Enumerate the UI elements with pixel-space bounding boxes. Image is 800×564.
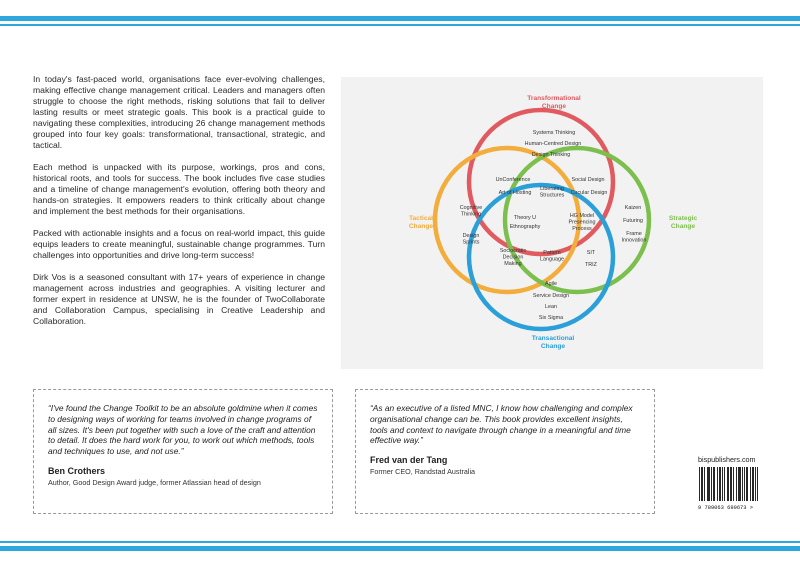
- barcode-bar: [720, 467, 721, 501]
- barcode-bar: [702, 467, 703, 501]
- barcode-bar: [755, 467, 756, 501]
- method-pattern-language: Pattern Language: [540, 250, 564, 263]
- barcode-bar: [740, 467, 741, 501]
- barcode-bar: [733, 467, 734, 501]
- method-social-design: Social Design: [571, 177, 605, 183]
- method-cognitive-thinking: Cognitive Thinking: [459, 205, 483, 218]
- blurb-paragraph-author-bio: Dirk Vos is a seasoned consultant with 17+ years of experience in change management across industries and geographies. A visiting lecturer and former expert in residence at UNSW, he is the founder of TwoCollaborate and Collaboration Campus, specialising in Creative Leadership and Collaboration.: [33, 272, 325, 326]
- method-human-centred-design: Human-Centred Design: [524, 141, 582, 147]
- method-frame-innovation: Frame Innovation: [621, 231, 647, 244]
- title-strategic: Strategic Change: [668, 215, 698, 230]
- barcode-bar: [746, 467, 747, 501]
- title-tactical: Tactical Change: [408, 215, 434, 230]
- barcode-bar: [736, 467, 737, 501]
- back-cover-blurb: [33, 74, 325, 338]
- barcode-bar: [699, 467, 700, 501]
- venn-diagram: [341, 77, 763, 369]
- publisher-website: bispublishers.com: [698, 455, 756, 464]
- blurb-paragraph-impact: Packed with actionable insights and a focus on real-world impact, this guide equips leaders to create meaningful, sustainable change programmes. Turn challenges into opportunities and drive long-term success!: [33, 228, 325, 260]
- barcode-bar: [731, 467, 732, 501]
- blurb-paragraph-methods: Each method is unpacked with its purpose, workings, pros and cons, historical roots, and tools for success. The book includes five case studies and a timeline of change management's evolution, offering both theory and hands-on strategies. It empowers readers to think critically about change and implement the best methods for their organisations.: [33, 162, 325, 216]
- barcode-bar: [742, 467, 743, 501]
- method-art-of-hosting: Art of Hosting: [498, 190, 532, 196]
- method-six-sigma: Six Sigma: [538, 315, 564, 321]
- method-sociocratic-decision-making: Sociocratic Decision Making: [499, 248, 527, 267]
- top-stripe-thick: [0, 16, 800, 21]
- barcode-bar: [711, 467, 712, 501]
- method-theory-u-ethnography: Theory U Ethnography: [509, 215, 541, 230]
- method-unconference: UnConference: [495, 177, 531, 183]
- barcode-bar: [704, 467, 705, 501]
- barcode-bar: [738, 467, 739, 501]
- barcode-bar: [728, 467, 729, 501]
- barcode-bar: [752, 467, 753, 501]
- method-kaizen: Kaizen: [624, 205, 642, 211]
- barcode-bar: [701, 467, 702, 501]
- testimonial-card-ben-crothers: [33, 389, 333, 514]
- testimonial-author-name: Fred van der Tang: [370, 455, 448, 466]
- barcode-bar: [722, 467, 723, 501]
- barcode-bar: [739, 467, 740, 501]
- top-stripe-thin: [0, 24, 800, 26]
- method-triz: TRIZ: [585, 262, 597, 268]
- method-agile: Agile: [545, 281, 557, 287]
- barcode-bar: [707, 467, 708, 501]
- title-transformational: Transformational Change: [527, 95, 581, 110]
- testimonial-author-name: Ben Crothers: [48, 465, 106, 476]
- method-design-sprints: Design Sprints: [462, 233, 480, 246]
- method-liberating-structures: Liberating Structures: [539, 186, 565, 199]
- barcode-bar: [709, 467, 710, 501]
- title-transactional: Transactional Change: [531, 335, 575, 350]
- barcode-bar: [747, 467, 748, 501]
- method-sit: SIT: [586, 250, 596, 256]
- method-service-design: Service Design: [532, 293, 570, 299]
- venn-diagram-panel: [341, 77, 763, 369]
- testimonial-author-role: Former CEO, Randstad Australia: [370, 467, 476, 477]
- testimonial-card-fred-van-der-tang: [355, 389, 655, 514]
- method-futuring: Futuring: [623, 218, 643, 224]
- barcode-bar: [727, 467, 728, 501]
- isbn-barcode: [697, 467, 759, 511]
- method-presencing: HG Model Presencing Process: [568, 213, 596, 232]
- barcode-bar: [719, 467, 720, 501]
- barcode-bar: [750, 467, 751, 501]
- method-systems-thinking: Systems Thinking: [532, 130, 576, 136]
- testimonial-quote: “I've found the Change Toolkit to be an absolute goldmine when it comes to designing ways of working for teams involved in change programs of all sizes. It's been put together with such a love of the craft and attention to detail. It does the hard work for you, to work out which methods, tools and techniques to use, and not use.”: [48, 403, 318, 457]
- method-circular-design: Circular Design: [570, 190, 608, 196]
- barcode-bar: [730, 467, 731, 501]
- isbn-digits: 9 789063 699673 >: [698, 505, 753, 511]
- barcode-bar: [714, 467, 715, 501]
- blurb-paragraph-intro: In today's fast-paced world, organisations face ever-evolving challenges, making effective change management critical. Leaders and managers often struggle to choose the right methods, risking solutions that fail to deliver lasting results or meet strategic goals. This book is a practical guide to navigating these complexities, introducing 26 change management methods grouped into four key goals: transformational, transactional, strategic, and tactical.: [33, 74, 325, 150]
- barcode-bar: [753, 467, 754, 501]
- barcode-bar: [713, 467, 714, 501]
- barcode-bar: [708, 467, 709, 501]
- barcode-bar: [757, 467, 758, 501]
- bottom-stripe-thick: [0, 546, 800, 551]
- barcode-bar: [724, 467, 725, 501]
- method-lean: Lean: [545, 304, 557, 310]
- testimonial-author-role: Author, Good Design Award judge, former Atlassian head of design: [48, 477, 261, 487]
- barcode-bar: [744, 467, 745, 501]
- testimonial-quote: “As an executive of a listed MNC, I know how challenging and complex organisational change can be. This book provides excellent insights, tools and context to navigate through change in a meaningful and time effective way.”: [370, 403, 633, 446]
- method-design-thinking: Design Thinking: [531, 152, 571, 158]
- barcode-bar: [717, 467, 718, 501]
- bottom-stripe-thin: [0, 541, 800, 543]
